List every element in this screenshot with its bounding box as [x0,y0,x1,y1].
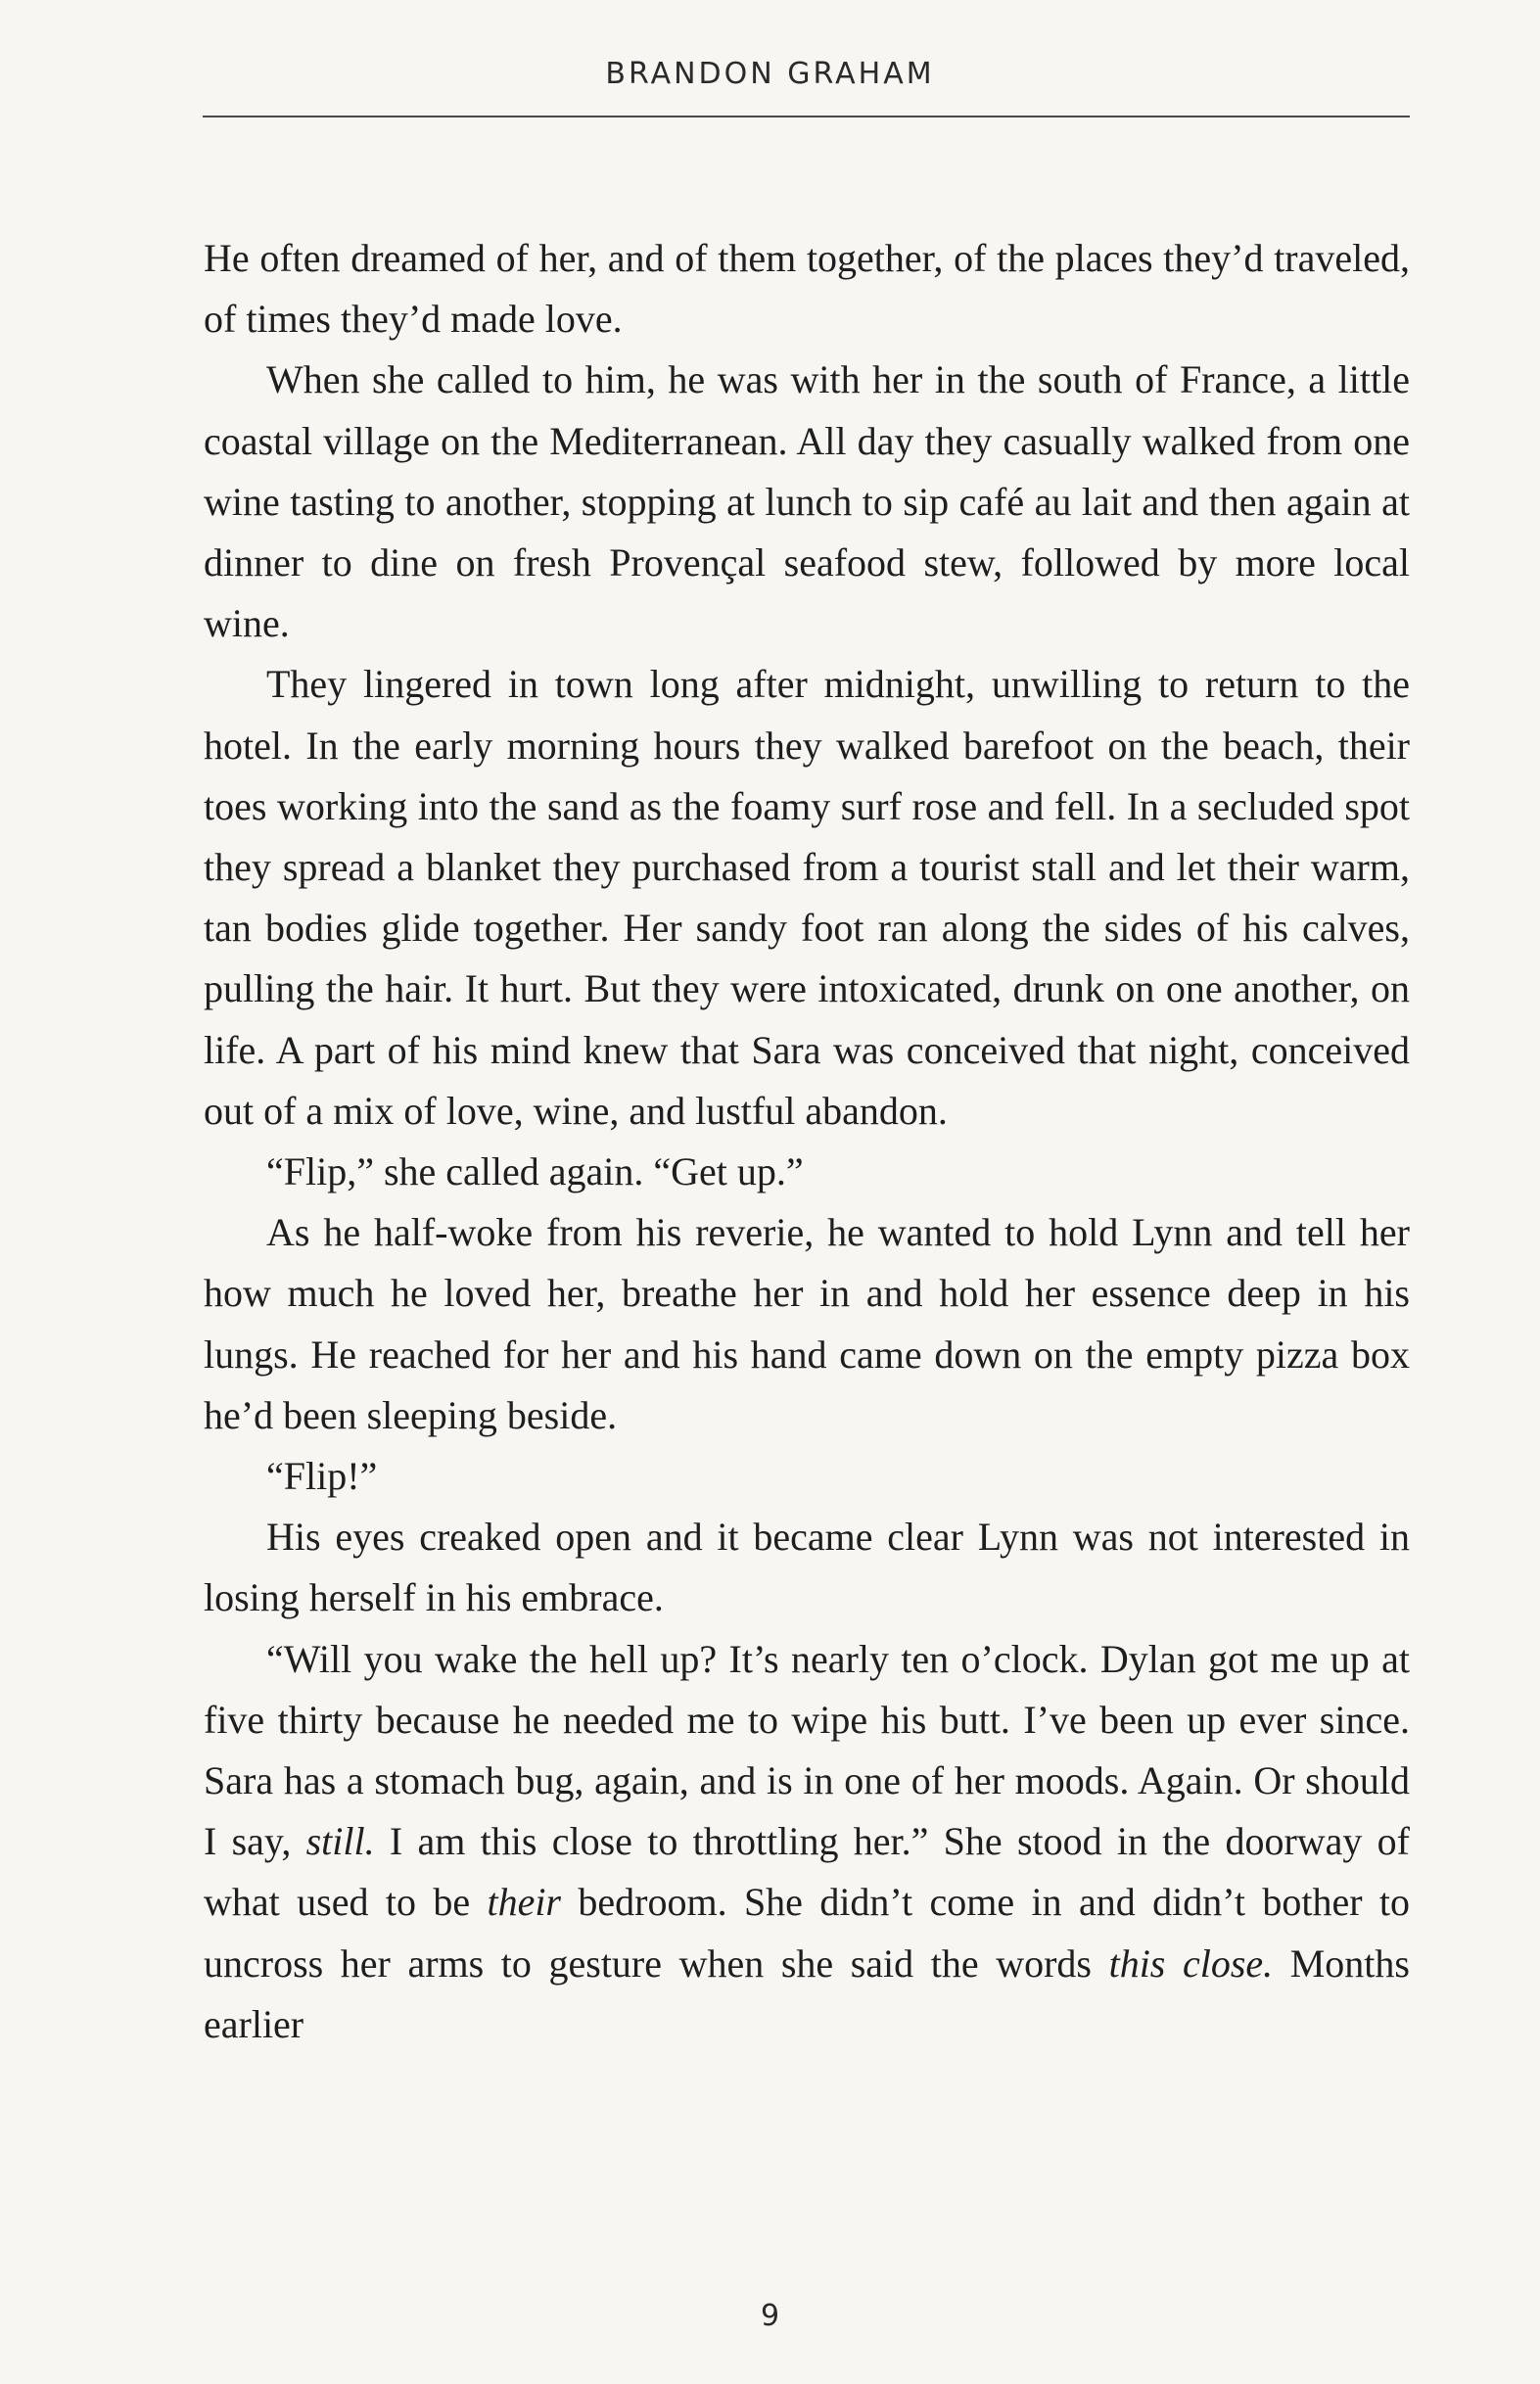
text-run: He often dreamed of her, and of them together, of the places they’d traveled, of times they’d made love. [204,236,1410,342]
italic-run: this close. [1108,1940,1274,1986]
text-run: When she called to him, he was with her in the south of France, a little coastal village on the Mediterranean. All day they casually walked from one wine tasting to another, stopping at lunch to sip café au lait and then again at dinner to dine on fresh Provençal seafood stew, followed by more local wine. [204,357,1410,646]
text-run: Months earlier [204,1940,1410,2046]
paragraph [204,654,1410,1142]
page-number: 9 [760,2299,780,2333]
paragraph [204,1446,1410,1507]
paragraph [204,228,1410,350]
text-run: bedroom. She didn’t come in and didn’t bother to uncross her arms to gesture when she said the words [204,1880,1410,1986]
text-run: His eyes creaked open and it became clear Lynn was not interested in losing herself in his embrace. [204,1515,1410,1620]
text-run: They lingered in town long after midnight, unwilling to return to the hotel. In the early morning hours they walked barefoot on the beach, their toes working into the sand as the foamy surf rose and fell. In a secluded spot they spread a blanket they purchased from a tourist stall and let their warm, tan bodies glide together. Her sandy foot ran along the sides of his calves, pulling the hair. It hurt. But they were intoxicated, drunk on one another, on life. A part of his mind knew that Sara was conceived that night, conceived out of a mix of love, wine, and lustful abandon. [204,662,1410,1133]
running-head: BRANDON GRAHAM [605,57,935,91]
text-run: “Will you wake the hell up? It’s nearly ten o’clock. Dylan got me up at five thirty because he needed me to wipe his butt. I’ve been up ever since. Sara has a stomach bug, again, and is in one of her moods. Again. Or should I say, [204,1636,1410,1864]
italic-run: their [487,1880,561,1925]
body-text [204,228,1410,2055]
paragraph [204,1142,1410,1202]
text-run: “Flip,” she called again. “Get up.” [266,1149,804,1194]
paragraph [204,1202,1410,1446]
header-rule [203,116,1410,117]
italic-run: still. [305,1819,375,1864]
text-run: As he half-woke from his reverie, he wanted to hold Lynn and tell her how much he loved her, breathe her in and hold her essence deep in his lungs. He reached for her and his hand came down on the empty pizza box he’d been sleeping beside. [204,1210,1410,1437]
text-run: I am this close to throttling her.” She stood in the doorway of what used to be [204,1819,1411,1925]
paragraph [204,1629,1410,2055]
paragraph [204,1507,1410,1628]
paragraph [204,350,1410,654]
text-run: “Flip!” [266,1454,378,1499]
